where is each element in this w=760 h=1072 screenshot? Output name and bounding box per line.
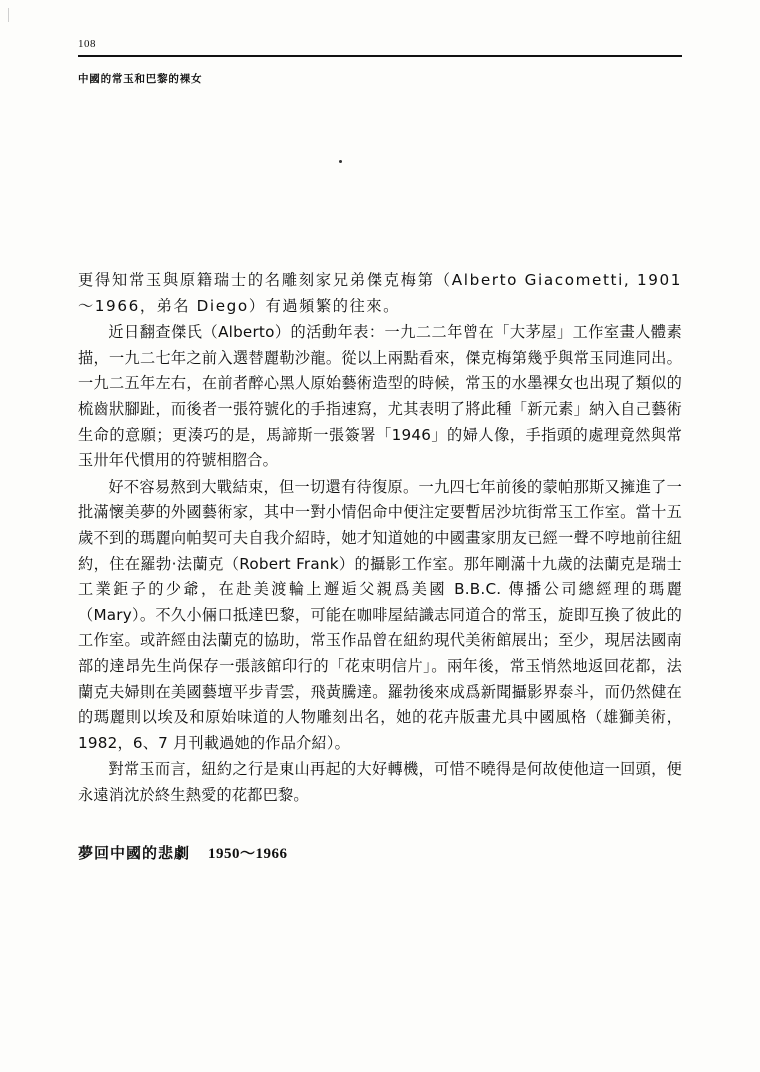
page-number: 108 (78, 38, 96, 50)
paragraph-4: 對常玉而言，紐約之行是東山再起的大好轉機，可惜不曉得是何故使他這一回頭，便永遠消沈於終生熱愛的花都巴黎。 (78, 760, 682, 804)
body-text (78, 268, 682, 863)
ink-dot-mark (339, 160, 342, 163)
running-head: 中國的常玉和巴黎的裸女 (78, 73, 203, 85)
paragraph-2: 近日翻查傑氏（Alberto）的活動年表：一九二二年曾在「大茅屋」工作室畫人體素描，一九二七年之前入選替麗勒沙龍。從以上兩點看來，傑克梅第幾乎與常玉同進同出。一九二五年左右，在前者醉心黑人原始藝術造型的時候，常玉的水墨裸女也出現了類似的梳齒狀腳趾，而後者一張符號化的手指速寫，尤其表明了將此種「新元素」納入自己藝術生命的意願；更湊巧的是，馬諦斯一張簽署「1946」的婦人像，手指頭的處理竟然與常玉卅年代慣用的符號相脗合。 (78, 323, 682, 470)
page-header-area (78, 38, 682, 86)
section-heading-years: 1950～1966 (208, 846, 288, 863)
section-heading (78, 842, 682, 863)
paragraph-1: 更得知常玉與原籍瑞士的名雕刻家兄弟傑克梅第（Alberto Giacometti, 1901～1966，弟名 Diego）有過頻繁的往來。 (78, 271, 682, 315)
page-corner-tick (8, 8, 9, 22)
header-rule (78, 55, 682, 57)
paragraph-3: 好不容易熬到大戰結束，但一切還有待復原。一九四七年前後的蒙帕那斯又擁進了一批滿懷美夢的外國藝術家，其中一對小情侶命中便注定要暫居沙坑街常玉工作室。當十五歲不到的瑪麗向帕契可夫自我介紹時，她才知道她的中國畫家朋友已經一聲不哼地前往紐約，住在羅勃‧法蘭克（Robert Frank）的攝影工作室。那年剛滿十九歲的法蘭克是瑞士工業鉅子的少爺，在赴美渡輪上邂逅父親爲美國 B.B.C. 傳播公司總經理的瑪麗（Mary）。不久小倆口抵達巴黎，可能在咖啡屋結識志同道合的常玉，旋即互換了彼此的工作室。或許經由法蘭克的協助，常玉作品曾在紐約現代美術館展出；至少，現居法國南部的達昂先生尚保存一張該館印行的「花束明信片」。兩年後，常玉悄然地返回花都，法蘭克夫婦則在美國藝壇平步青雲，飛黃騰達。羅勃後來成爲新聞攝影界泰斗，而仍然健在的瑪麗則以埃及和原始味道的人物雕刻出名，她的花卉版畫尤具中國風格（雄獅美術，1982，6、7 月刊載過她的作品介紹）。 (78, 477, 682, 752)
section-heading-title: 夢回中國的悲劇 (78, 844, 191, 863)
